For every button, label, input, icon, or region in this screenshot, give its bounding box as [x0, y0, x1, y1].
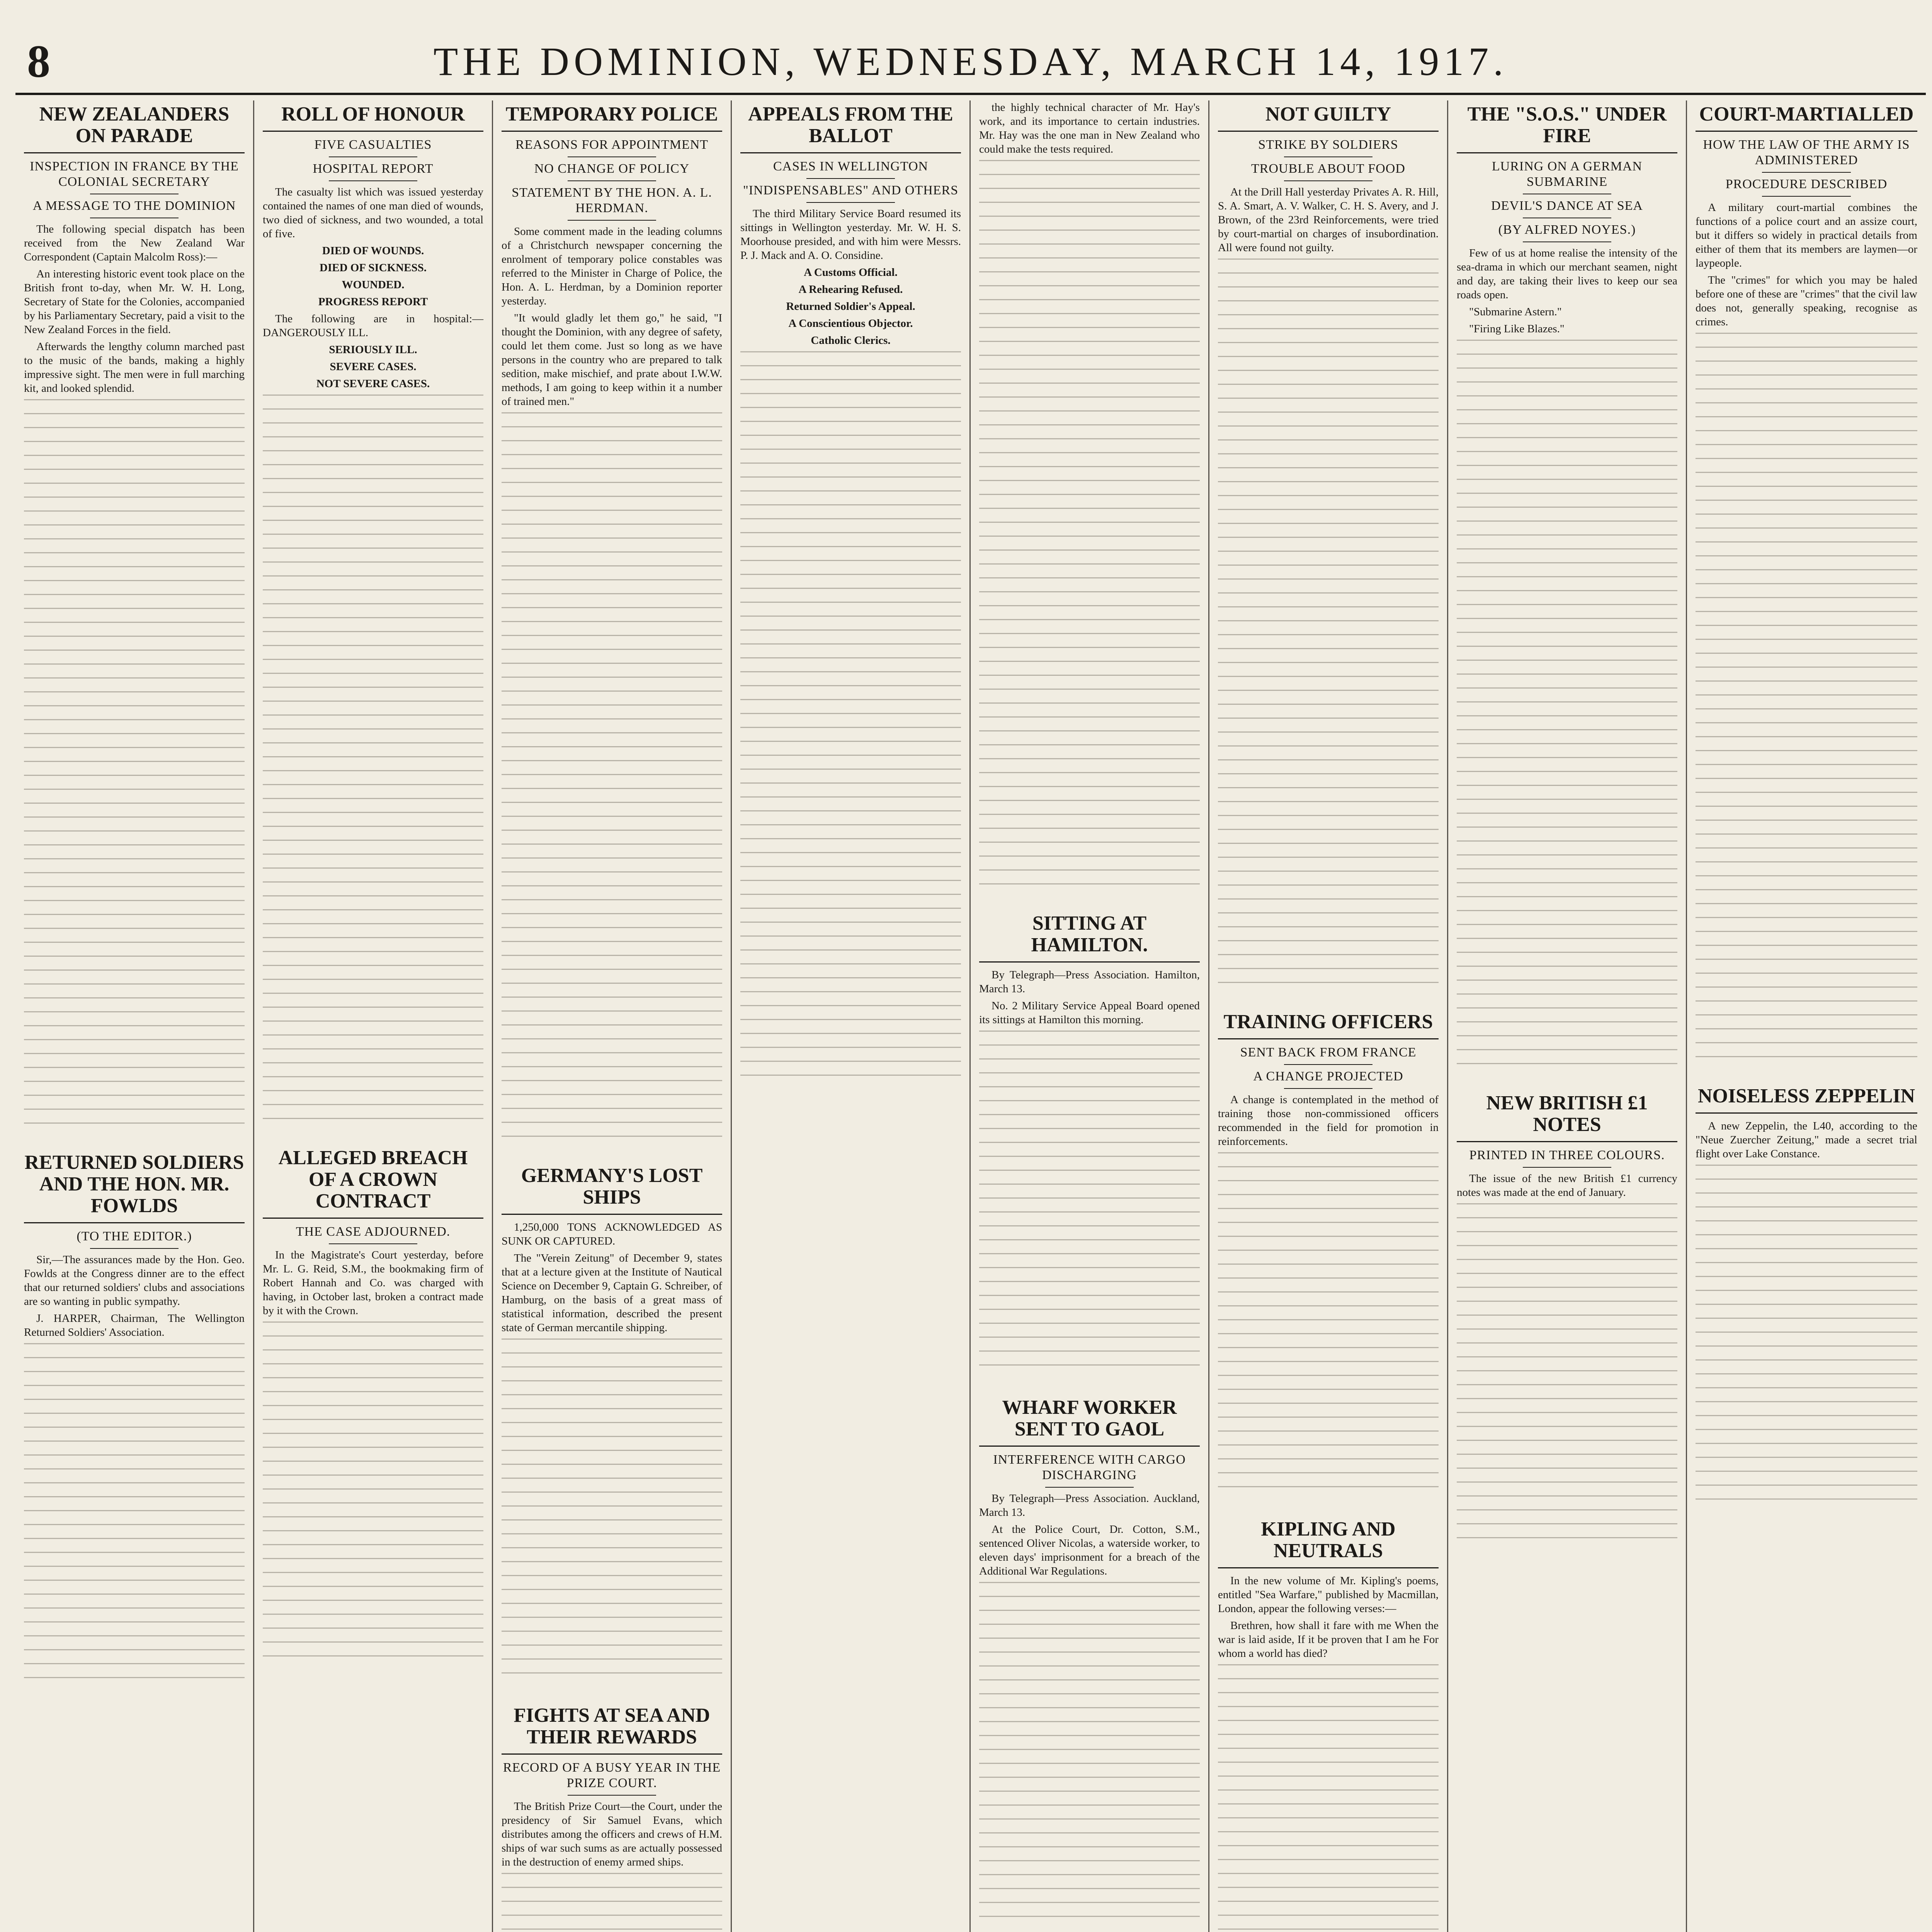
paragraph: By Telegraph—Press Association. Auckland, March 13.	[979, 1492, 1200, 1519]
sub-headline: TROUBLE ABOUT FOOD	[1251, 162, 1405, 176]
paragraph: Brethren, how shall it fare with me When the war is laid aside, If it be proven that I am he For whom a world has died?	[1218, 1619, 1439, 1660]
sub-headline: "INDISPENSABLES" AND OTHERS	[743, 183, 959, 197]
section-heading: A Conscientious Objector.	[788, 317, 913, 330]
sub-headline: INTERFERENCE WITH CARGO DISCHARGING	[993, 1452, 1186, 1482]
sub-headline: HOSPITAL REPORT	[313, 162, 434, 176]
divider-rule	[568, 220, 656, 221]
divider-rule	[806, 178, 895, 179]
column-2	[254, 100, 493, 1932]
article-body	[740, 207, 961, 347]
article	[1457, 1089, 1677, 1551]
continuing-text-lines	[263, 1321, 483, 1669]
article	[502, 1702, 722, 1932]
paragraph: A military court-martial combines the functions of a police court and an assize court, but it differs so widely in practical details from either of them that its members are laymen—or laypeople.	[1696, 201, 1917, 269]
sub-headline: PROCEDURE DESCRIBED	[1725, 177, 1888, 191]
column-7	[1448, 100, 1687, 1932]
continuing-text-lines	[502, 412, 722, 1146]
section-heading: A Customs Official.	[804, 266, 898, 279]
article	[1218, 1008, 1439, 1500]
continuing-text-lines	[740, 351, 961, 1085]
divider-rule	[806, 202, 895, 203]
continuing-text-lines	[502, 1873, 722, 1932]
sub-headline: PRINTED IN THREE COLOURS.	[1469, 1148, 1665, 1162]
paragraph: At the Drill Hall yesterday Privates A. R. Hill, S. A. Smart, A. V. Walker, C. H. S. Avery, and J. Brown, of the 23rd Reinforcements, were tried by court-martial on charges of insubordination. All were found not guilty.	[1218, 186, 1439, 254]
column-8	[1687, 100, 1926, 1932]
section-heading: Returned Soldier's Appeal.	[786, 300, 915, 313]
sub-headline: FIVE CASUALTIES	[314, 138, 432, 152]
masthead	[15, 23, 1926, 95]
continuing-text-lines	[24, 399, 245, 1133]
continuing-text-lines	[1218, 1152, 1439, 1500]
headline: TRAINING OFFICERS	[1218, 1008, 1439, 1039]
divider-rule	[1284, 156, 1372, 157]
article	[1696, 1082, 1917, 1512]
article-body	[1457, 1172, 1677, 1199]
article	[24, 100, 245, 1133]
sub-headline: SENT BACK FROM FRANCE	[1240, 1045, 1417, 1060]
article-body	[24, 222, 245, 395]
continuing-text-lines	[263, 395, 483, 1129]
headline: APPEALS FROM THE BALLOT	[740, 100, 961, 153]
section-heading: SERIOUSLY ILL.	[329, 344, 417, 356]
section-heading: A Rehearing Refused.	[798, 283, 903, 296]
article-body	[979, 968, 1200, 1027]
section-heading: DIED OF SICKNESS.	[320, 262, 427, 274]
sub-headline: A MESSAGE TO THE DOMINION	[32, 199, 236, 213]
divider-rule	[568, 1795, 656, 1796]
newspaper-title: THE DOMINION, WEDNESDAY, MARCH 14, 1917.	[433, 39, 1508, 84]
divider-rule	[329, 180, 417, 181]
divider-rule	[1523, 1167, 1611, 1168]
paragraph: The British Prize Court—the Court, under the presidency of Sir Samuel Evans, which distributes among the officers and crews of H.M. ships of war such sums as are actually possessed in the destruction of enemy armed ships.	[502, 1800, 722, 1868]
column-4	[732, 100, 971, 1932]
article	[979, 100, 1200, 894]
section-heading: DIED OF WOUNDS.	[322, 245, 424, 257]
headline: NEW ZEALANDERS ON PARADE	[24, 100, 245, 153]
article	[1218, 1515, 1439, 1932]
paragraph: The "crimes" for which you may be haled before one of these are "crimes" that the civil law does not, generally speaking, recognise as crimes.	[1696, 274, 1917, 328]
article-body	[979, 1492, 1200, 1578]
divider-rule	[329, 1243, 417, 1244]
headline: THE "S.O.S." UNDER FIRE	[1457, 100, 1677, 153]
paragraph: The "Verein Zeitung" of December 9, states that at a lecture given at the Institute of Nautical Science on December 9, Captain G. Schreiber, of Hamburg, on the basis of a great mass of statistical information, described the present state of German mercantile shipping.	[502, 1252, 722, 1334]
continuing-text-lines	[1457, 340, 1677, 1074]
paragraph: Sir,—The assurances made by the Hon. Geo. Fowlds at the Congress dinner are to the effect that our returned soldiers' clubs and associations are so wanting in public sympathy.	[24, 1253, 245, 1308]
sub-headline: THE CASE ADJOURNED.	[296, 1225, 451, 1239]
headline: ALLEGED BREACH OF A CROWN CONTRACT	[263, 1144, 483, 1219]
sub-headline: STATEMENT BY THE HON. A. L. HERDMAN.	[512, 185, 712, 215]
divider-rule	[1284, 1088, 1372, 1089]
article-body	[24, 1253, 245, 1339]
section-heading: PROGRESS REPORT	[318, 296, 428, 308]
paragraph: The casualty list which was issued yesterday contained the names of one man died of wounds, two died of sickness, and two wounded, a total of five.	[263, 186, 483, 240]
paragraph: No. 2 Military Service Appeal Board opened its sittings at Hamilton this morning.	[979, 1000, 1200, 1026]
section-heading: NOT SEVERE CASES.	[316, 378, 430, 390]
sub-headline: A CHANGE PROJECTED	[1253, 1069, 1403, 1083]
continuing-text-lines	[1696, 1165, 1917, 1512]
divider-rule	[568, 156, 656, 157]
paragraph: At the Police Court, Dr. Cotton, S.M., sentenced Oliver Nicolas, a waterside worker, to eleven days' imprisonment for a breach of the Additional War Regulations.	[979, 1523, 1200, 1577]
divider-rule	[1284, 1064, 1372, 1065]
headline: NOT GUILTY	[1218, 100, 1439, 132]
article	[1696, 100, 1917, 1067]
paragraph: The issue of the new British £1 currency notes was made at the end of January.	[1457, 1172, 1677, 1199]
article-body	[1218, 1093, 1439, 1148]
sub-headline: RECORD OF A BUSY YEAR IN THE PRIZE COURT.	[503, 1760, 721, 1790]
headline: TEMPORARY POLICE	[502, 100, 722, 132]
sub-headline: NO CHANGE OF POLICY	[534, 162, 690, 176]
sub-headline: LURING ON A GERMAN SUBMARINE	[1492, 159, 1643, 189]
sub-headline: (BY ALFRED NOYES.)	[1498, 223, 1636, 237]
article-body	[263, 185, 483, 391]
divider-rule	[90, 1248, 178, 1249]
paragraph: J. HARPER, Chairman, The Wellington Returned Soldiers' Association.	[24, 1312, 245, 1338]
divider-rule	[329, 156, 417, 157]
paragraph: the highly technical character of Mr. Hay's work, and its importance to certain industries. Mr. Hay was the one man in New Zealand who could make the tests required.	[979, 101, 1200, 155]
column-5	[971, 100, 1209, 1932]
article	[979, 1394, 1200, 1930]
paragraph: The following are in hospital:— DANGEROUSLY ILL.	[263, 313, 483, 339]
headline: FIGHTS AT SEA AND THEIR REWARDS	[502, 1702, 722, 1755]
continuing-text-lines	[1696, 333, 1917, 1067]
divider-rule	[1762, 172, 1851, 173]
paragraph: 1,250,000 TONS ACKNOWLEDGED AS SUNK OR CAPTURED.	[502, 1221, 722, 1247]
paragraph: "Firing Like Blazes."	[1469, 323, 1565, 335]
section-heading: SEVERE CASES.	[330, 361, 417, 373]
paragraph: Few of us at home realise the intensity of the sea-drama in which our merchant seamen, night and day, are taking their lives to keep our sea roads open.	[1457, 247, 1677, 301]
paragraph: In the Magistrate's Court yesterday, before Mr. L. G. Reid, S.M., the bookmaking firm of Robert Hannah and Co. was charged with having, in October last, broken a contract made by it with the Crown.	[263, 1249, 483, 1317]
headline: NOISELESS ZEPPELIN	[1696, 1082, 1917, 1114]
headline: WHARF WORKER SENT TO GAOL	[979, 1394, 1200, 1447]
divider-rule	[1045, 1487, 1133, 1488]
sub-headline: CASES IN WELLINGTON	[773, 159, 929, 173]
paragraph: An interesting historic event took place on the British front to-day, when Mr. W. H. Long, Secretary of State for the Colonies, accompanied by his Parliamentary Secretary, paid a visit to the New Zealand Forces in the field.	[24, 268, 245, 336]
article-body	[263, 1248, 483, 1318]
headline: RETURNED SOLDIERS AND THE HON. MR. FOWLDS	[24, 1149, 245, 1223]
paragraph: The third Military Service Board resumed its sittings in Wellington yesterday. Mr. W. H. S. Moorhouse presided, and with him were Messrs. P. J. Mack and A. O. Considine.	[740, 207, 961, 262]
article	[263, 100, 483, 1129]
article-body	[1457, 246, 1677, 336]
sub-headline: (TO THE EDITOR.)	[77, 1229, 192, 1243]
continuing-text-lines	[1218, 259, 1439, 993]
article	[1218, 100, 1439, 993]
sub-headline: REASONS FOR APPOINTMENT	[515, 138, 709, 152]
article-body	[979, 100, 1200, 156]
article-body	[502, 1799, 722, 1869]
paragraph: By Telegraph—Press Association. Hamilton, March 13.	[979, 969, 1200, 995]
paragraph: Afterwards the lengthy column marched past to the music of the bands, making a highly impressive sight. The men were in full marching kit, and looked splendid.	[24, 340, 245, 395]
sub-headline: INSPECTION IN FRANCE BY THE COLONIAL SECRETARY	[30, 159, 239, 189]
continuing-text-lines	[502, 1338, 722, 1686]
paragraph: In the new volume of Mr. Kipling's poems, entitled "Sea Warfare," published by Macmillan, London, appear the following verses:—	[1218, 1575, 1439, 1615]
continuing-text-lines	[979, 1031, 1200, 1378]
sub-headline: HOW THE LAW OF THE ARMY IS ADMINISTERED	[1703, 138, 1910, 167]
continuing-text-lines	[979, 1582, 1200, 1930]
headline: COURT-MARTIALLED	[1696, 100, 1917, 132]
article-body	[1696, 201, 1917, 329]
paragraph: A change is contemplated in the method of training those non-commissioned officers recommended in the field for promotion in reinforcements.	[1218, 1094, 1439, 1148]
article-body	[1218, 1574, 1439, 1660]
divider-rule	[1284, 180, 1372, 181]
article	[502, 1162, 722, 1686]
headline: ROLL OF HONOUR	[263, 100, 483, 132]
divider-rule	[568, 180, 656, 181]
paragraph: "Submarine Astern."	[1469, 306, 1562, 318]
headline: GERMANY'S LOST SHIPS	[502, 1162, 722, 1215]
paragraph: A new Zeppelin, the L40, according to the "Neue Zuercher Zeitung," made a secret trial flight over Lake Constance.	[1696, 1120, 1917, 1160]
continuing-text-lines	[24, 1343, 245, 1691]
continuing-text-lines	[1218, 1664, 1439, 1932]
article	[1457, 100, 1677, 1074]
headline: NEW BRITISH £1 NOTES	[1457, 1089, 1677, 1142]
article	[24, 1149, 245, 1691]
section-heading: Catholic Clerics.	[811, 334, 891, 347]
column-3	[493, 100, 732, 1932]
newspaper-columns	[15, 100, 1926, 1932]
continuing-text-lines	[979, 160, 1200, 894]
article-body	[1696, 1119, 1917, 1161]
column-6	[1209, 100, 1448, 1932]
paragraph: Some comment made in the leading columns of a Christchurch newspaper concerning the enrolment of temporary police constables was referred to the Minister in Charge of Police, the Hon. A. L. Herdman, by a Dominion reporter yesterday.	[502, 225, 722, 307]
sub-headline: STRIKE BY SOLDIERS	[1258, 138, 1398, 152]
paragraph: "It would gladly let them go," he said, "I thought the Dominion, with any degree of safety, could let them come. Just so long as we have persons in the country who are prepared to talk sedition, make mischief, and prate about I.W.W. methods, I am going to keep within it a number of trained men."	[502, 312, 722, 408]
divider-rule	[1762, 196, 1851, 197]
paragraph: The following special dispatch has been received from the New Zealand War Correspondent (Captain Malcolm Ross):—	[24, 223, 245, 263]
article	[263, 1144, 483, 1669]
article-body	[502, 1220, 722, 1335]
sub-headline: DEVIL'S DANCE AT SEA	[1491, 199, 1643, 213]
continuing-text-lines	[1457, 1203, 1677, 1551]
column-1	[15, 100, 254, 1932]
headline: KIPLING AND NEUTRALS	[1218, 1515, 1439, 1568]
article	[740, 100, 961, 1085]
headline: SITTING AT HAMILTON.	[979, 910, 1200, 963]
article-body	[1218, 185, 1439, 255]
article	[979, 910, 1200, 1378]
section-heading: WOUNDED.	[342, 279, 405, 291]
article-body	[502, 224, 722, 408]
page-number: 8	[27, 36, 50, 87]
article	[502, 100, 722, 1146]
